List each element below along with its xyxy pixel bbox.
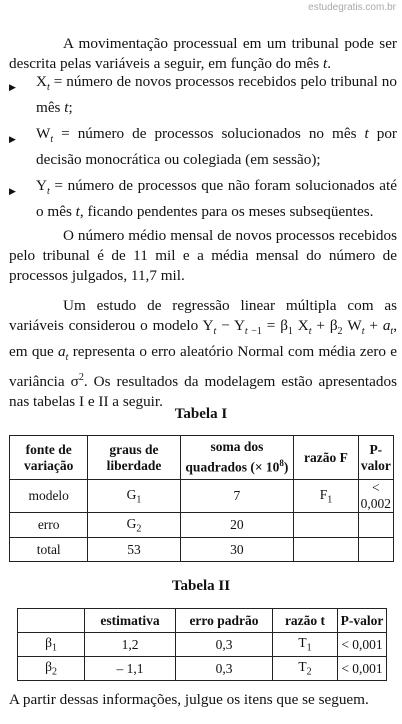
- table-header: erro padrão: [176, 609, 273, 633]
- bullet-marker-icon: ▶: [9, 134, 16, 144]
- bullet-yt: ▶ $Y_t$ = número de processos que não foram solucionados até o mês t, ficando pendentes para os meses subseqüentes.: [9, 177, 397, 221]
- table-cell: 1,2: [85, 633, 176, 657]
- table-cell: – 1,1: [85, 657, 176, 681]
- table-cell: [358, 538, 393, 562]
- table-header: [18, 609, 85, 633]
- table1: [9, 435, 394, 562]
- table-header: razão t: [273, 609, 338, 633]
- table-cell: 30: [180, 538, 294, 562]
- paragraph-model: Um estudo de regressão linear múltipla com as variáveis considerou o modelo $Y_t - Y_{t -1} = \beta_1$ $X_t + \beta_2$ $W_t + a_t$, em que $a_t$ representa o erro aleatório Normal com média zero e variância $\sigma^2$. Os resultados da modelagem estão apresentados nas tabelas I e II a seguir.: [9, 297, 398, 411]
- table-cell: 0,3: [176, 633, 273, 657]
- table-cell: < 0,001: [338, 633, 387, 657]
- table2-caption: Tabela II: [171, 578, 231, 594]
- table-header: soma dos quadrados (× $10^8$): [180, 436, 294, 480]
- table-cell: $G_1$: [88, 480, 180, 513]
- table-cell: < 0,002: [358, 480, 393, 513]
- table-row: [10, 538, 394, 562]
- table-cell: 7: [180, 480, 294, 513]
- table-cell: $\beta_2$: [18, 657, 85, 681]
- closing-sentence: A partir dessas informações, julgue os itens que se seguem.: [9, 691, 369, 708]
- table-header: P-valor: [358, 436, 393, 480]
- table-cell: $G_2$: [88, 513, 180, 538]
- table-cell: $\beta_1$: [18, 633, 85, 657]
- table-cell: $T_1$: [273, 633, 338, 657]
- table-cell: 20: [180, 513, 294, 538]
- table-header-row: [10, 436, 394, 480]
- bullet-xt: ▶ $X_t$ = número de novos processos recebidos pelo tribunal no mês t;: [9, 73, 397, 117]
- table-cell: total: [10, 538, 88, 562]
- table-header: graus de liberdade: [88, 436, 180, 480]
- table-header: P-valor: [338, 609, 387, 633]
- table-cell: $F_1$: [294, 480, 358, 513]
- bullet-wt: ▶ $W_t$ = número de processos solucionados no mês t por decisão monocrática ou colegiada (em sessão);: [9, 125, 397, 169]
- table-cell: modelo: [10, 480, 88, 513]
- table-cell: [294, 538, 358, 562]
- table-cell: 0,3: [176, 657, 273, 681]
- table-header: razão F: [294, 436, 358, 480]
- table-cell: erro: [10, 513, 88, 538]
- bullet-marker-icon: ▶: [9, 186, 16, 196]
- table1-caption: Tabela I: [174, 406, 228, 422]
- table-row: [10, 480, 394, 513]
- table-row: [18, 657, 387, 681]
- table-cell: [294, 513, 358, 538]
- table-row: [10, 513, 394, 538]
- table-cell: < 0,001: [338, 657, 387, 681]
- table-cell: [358, 513, 393, 538]
- table-cell: $T_2$: [273, 657, 338, 681]
- table-cell: 53: [88, 538, 180, 562]
- table-row: [18, 633, 387, 657]
- table-header: estimativa: [85, 609, 176, 633]
- table-header-row: [18, 609, 387, 633]
- table-header: fonte de variação: [10, 436, 88, 480]
- paragraph-means: O número médio mensal de novos processos recebidos pelo tribunal é de 11 mil e a média mensal do número de processos julgados, 11,7 mil.: [9, 227, 397, 284]
- bullet-marker-icon: ▶: [9, 82, 16, 92]
- intro-paragraph: A movimentação processual em um tribunal pode ser descrita pelas variáveis a seguir, em função do mês t.: [9, 35, 397, 72]
- table2: [17, 608, 387, 681]
- watermark: estudegratis.com.br: [308, 2, 396, 13]
